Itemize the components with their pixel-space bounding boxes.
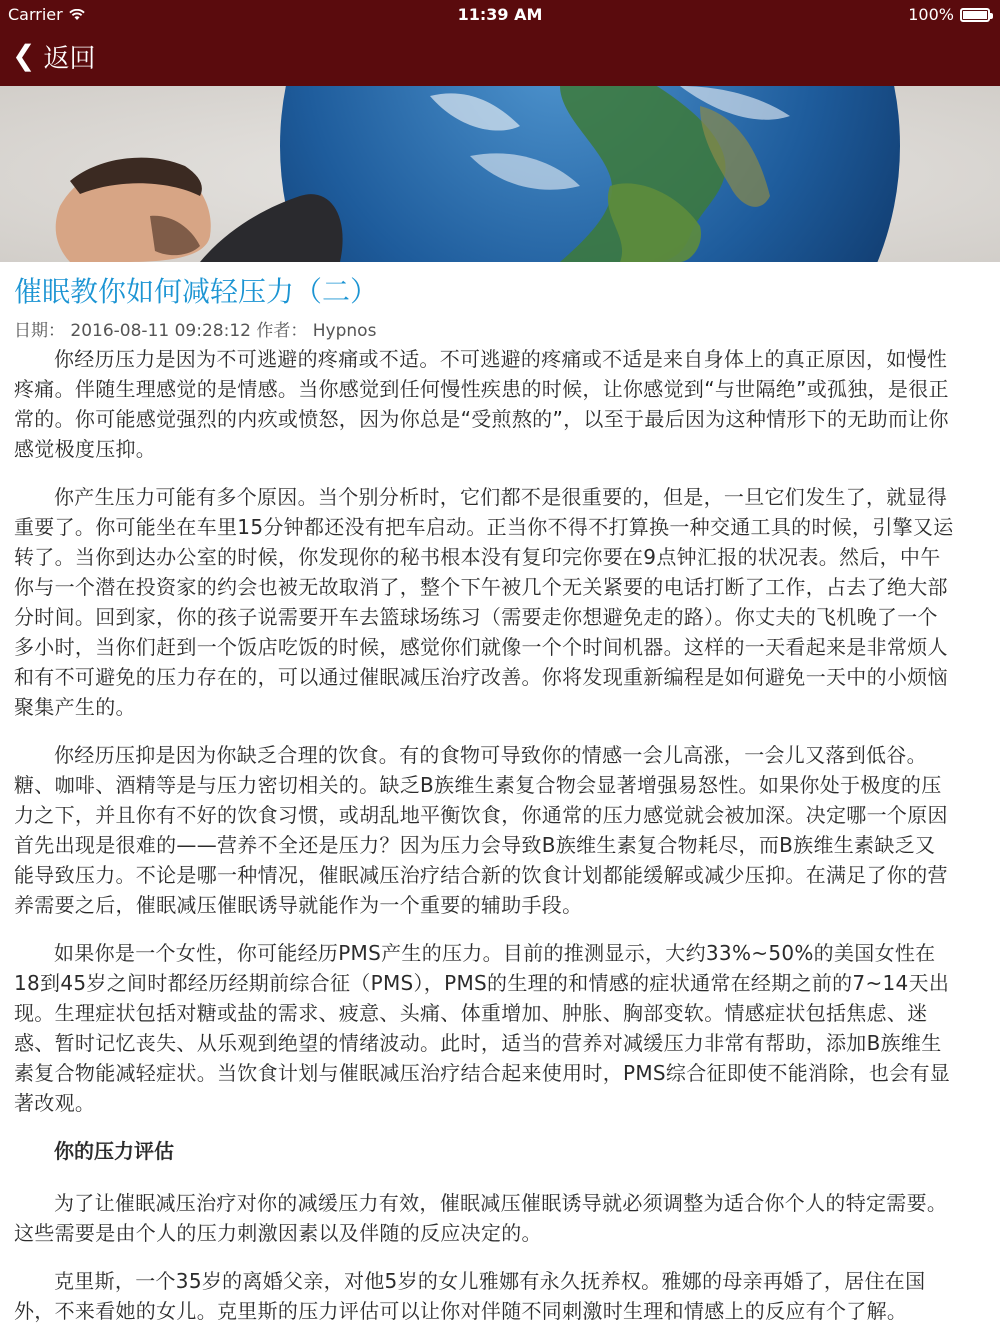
article-paragraph: 你产生压力可能有多个原因。当个别分析时，它们都不是很重要的，但是，一旦它们发生了，就显得重要了。你可能坐在车里15分钟都还没有把车启动。正当你不得不打算换一种交通工具的时候，引擎又运转了。当你到达办公室的时候，你发现你的秘书根本没有复印完你要在9点钟汇报的状况表。然后，中午你与一个潜在投资家的约会也被无故取消了，整个下午被几个无关紧要的电话打断了工作，占去了绝大部分时间。回到家，你的孩子说需要开车去篮球场练习（需要走你想避免走的路）。你丈夫的飞机晚了一个多小时，当你们赶到一个饭店吃饭的时候，感觉你们就像一个个时间机器。这样的一天看起来是非常烦人和有不可避免的压力存在的，可以通过催眠减压治疗改善。你将发现重新编程是如何避免一天中的小烦恼聚集产生的。 xyxy=(14,485,954,719)
article-paragraph: 你经历压力是因为不可逃避的疼痛或不适。不可逃避的疼痛或不适是来自身体上的真正原因，如慢性疼痛。伴随生理感觉的是情感。当你感觉到任何慢性疾患的时候，让你感觉到“与世隔绝”或孤独，是很正常的。你可能感觉强烈的内疚或愤怒，因为你总是“受煎熬的”，以至于最后因为这种情形下的无助而让你感觉极度压抑。 xyxy=(14,347,949,461)
clock: 11:39 AM xyxy=(457,5,543,24)
carrier-label: Carrier xyxy=(8,5,63,24)
status-bar xyxy=(0,0,1000,28)
article-paragraph: 为了让催眠减压治疗对你的减缓压力有效，催眠减压催眠诱导就必须调整为适合你个人的特定需要。这些需要是由个人的压力刺激因素以及伴随的反应决定的。 xyxy=(14,1191,948,1245)
section-heading: 你的压力评估 xyxy=(54,1139,174,1163)
article-title: 催眠教你如何减轻压力（二） xyxy=(14,275,379,308)
navigation-bar xyxy=(0,0,1000,86)
article-meta: 日期： 2016-08-11 09:28:12 作者： Hypnos xyxy=(14,321,377,341)
battery-icon xyxy=(960,8,990,22)
back-label: 返回 xyxy=(43,43,96,74)
chevron-left-icon: ❮ xyxy=(12,39,36,72)
article-paragraph: 你经历压抑是因为你缺乏合理的饮食。有的食物可导致你的情感一会儿高涨，一会儿又落到低谷。糖、咖啡、酒精等是与压力密切相关的。缺乏B族维生素复合物会显著增强易怒性。如果你处于极度的压力之下，并且你有不好的饮食习惯，或胡乱地平衡饮食，你通常的压力感觉就会被加深。决定哪一个原因首先出现是很难的——营养不全还是压力？因为压力会导致B族维生素复合物耗尽，而B族维生素缺乏又能导致压力。不论是哪一种情况，催眠减压治疗结合新的饮食计划都能缓解或减少压抑。在满足了你的营养需要之后，催眠减压催眠诱导就能作为一个重要的辅助手段。 xyxy=(14,743,948,917)
article-body xyxy=(14,344,954,1344)
battery-indicator xyxy=(908,5,990,24)
hero-illustration xyxy=(0,86,1000,262)
article-hero-image xyxy=(0,86,1000,262)
back-button[interactable] xyxy=(12,36,95,76)
article-paragraph: 克里斯，一个35岁的离婚父亲，对他5岁的女儿雅娜有永久抚养权。雅娜的母亲再婚了，居住在国外，不来看她的女儿。克里斯的压力评估可以让你对伴随不同刺激时生理和情感上的反应有个了解。 xyxy=(14,1269,926,1323)
battery-percent: 100% xyxy=(908,5,954,24)
article-paragraph: 如果你是一个女性，你可能经历PMS产生的压力。目前的推测显示，大约33%~50%的美国女性在18到45岁之间时都经历经期前综合征（PMS），PMS的生理的和情感的症状通常在经期之前的7~14天出现。生理症状包括对糖或盐的需求、疲意、头痛、体重增加、肿胀、胸部变软。情感症状包括焦虑、迷惑、暂时记忆丧失、从乐观到绝望的情绪波动。此时，适当的营养对减缓压力非常有帮助，添加B族维生素复合物能减轻症状。当饮食计划与催眠减压治疗结合起来使用时，PMS综合征即使不能消除，也会有显著改观。 xyxy=(14,941,951,1115)
